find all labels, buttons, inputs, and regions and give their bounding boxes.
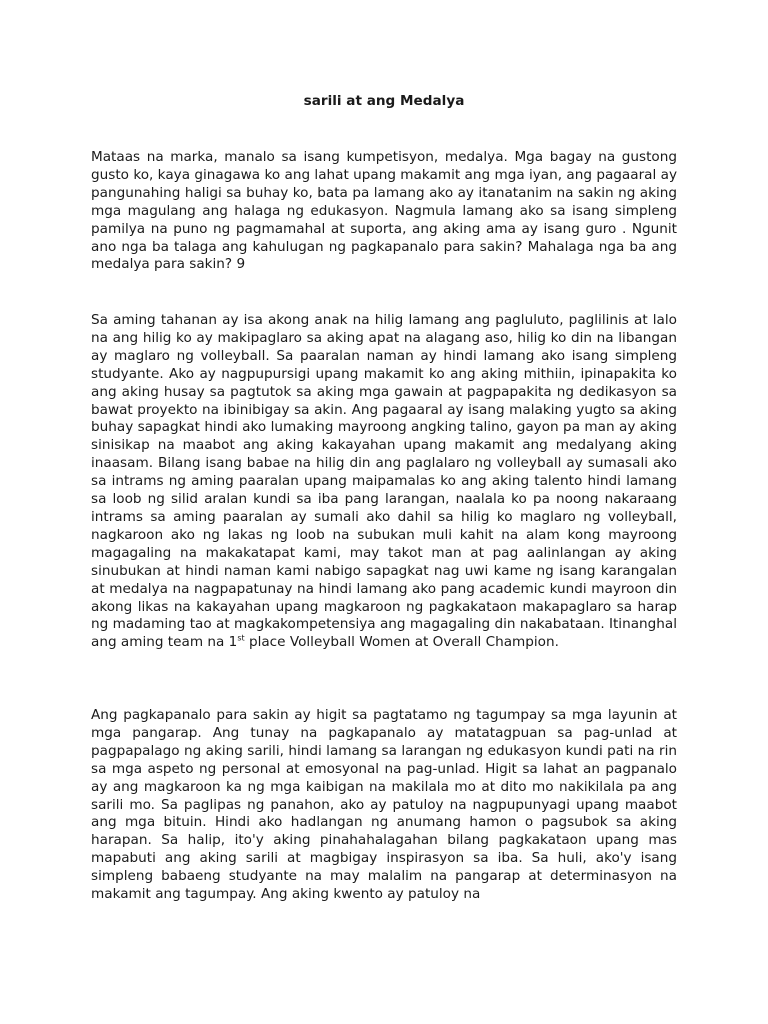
- paragraph-pagkapanalo: Ang pagkapanalo para sakin ay higit sa pagtatamo ng tagumpay sa mga layunin at mga pangarap. Ang tunay na pagkapanalo ay matatagpuan sa pag-unlad at pagpapalago ng aking sarili, hindi lamang sa larangan ng edukasyon kundi pati na rin sa mga aspeto ng personal at emosyonal na pag-unlad. Higit sa lahat an pagpanalo ay ang magkaroon ka ng mga kaibigan na makilala mo at dito mo nakikilala pa ang sarili mo. Sa paglipas ng panahon, ako ay patuloy na nagpupunyagi upang maabot ang mga bituin. Hindi ako hadlangan ng anumang hamon o pagsubok sa aking harapan. Sa halip, ito'y aking pinahahalagahan bilang pagkakataon upang mas mapabuti ang aking sarili at magbigay inspirasyon sa iba. Sa huli, ako'y isang simpleng babaeng studyante na may malalim na pangarap at determinasyon na makamit ang tagumpay. Ang aking kwento ay patuloy na: [91, 707, 677, 903]
- paragraph-tahanan-ending: place Volleyball Women at Overall Champion.: [244, 634, 559, 651]
- document-title: sarili at ang Medalya: [303, 93, 465, 109]
- ordinal-suffix: st: [237, 633, 245, 643]
- paragraph-intro: Mataas na marka, manalo sa isang kumpetisyon, medalya. Mga bagay na gustong gusto ko, kaya ginagawa ko ang lahat upang makamit ang mga iyan, ang pagaaral ay pangunahing haligi sa buhay ko, bata pa lamang ako ay itanatanim na sakin ng aking mga magulang ang halaga ng edukasyon. Nagmula lamang ako sa isang simpleng pamilya na puno ng pagmamahal at suporta, ang aking ama ay isang guro . Ngunit ano nga ba talaga ang kahulugan ng pagkapanalo para sakin? Mahalaga nga ba ang medalya para sakin? 9: [91, 149, 677, 273]
- paragraph-tahanan-text: Sa aming tahanan ay isa akong anak na hilig lamang ang pagluluto, paglilinis at lalo na ang hilig ko ay makipaglaro sa aking apat na alagang aso, hilig ko din na libangan ay maglaro ng volleyball. Sa paaralan naman ay hindi lamang ako isang simpleng studyante. Ako ay nagpupursigi upang makamit ko ang aking mithiin, ipinapakita ko ang aking husay sa pagtutok sa aking mga gawain at pagpapakita ng dedikasyon sa bawat proyekto na ibinibigay sa akin. Ang pagaaral ay isang malaking yugto sa aking buhay sapagkat hindi ako lumaking mayroong angking talino, gayon pa man ay aking sinisikap na maabot ang aking kakayahan upang makamit ang medalyang aking inaasam. Bilang isang babae na hilig din ang paglalaro ng volleyball ay sumasali ako sa intrams ng aming paaralan upang maipamalas ko ang aking talento hindi lamang sa loob ng silid aralan kundi sa iba pang larangan, naalala ko pa noong nakaraang intrams sa aming paaralan ay sumali ako dahil sa hilig ko maglaro ng volleyball, nagkaroon ako ng lakas ng loob na subukan muli kahit na alam kong mayroong magagaling na makakatapat kami, may takot man at pag aalinlangan ay aking sinubukan at hindi naman kami nabigo sapagkat nag uwi kame ng isang karangalan at medalya na nagpapatunay na hindi lamang ako pang academic kundi mayroon din akong likas na kakayahan upang magkaroon ng pagkakataon makapaglaro sa harap ng madaming tao at magkakompetensiya ang magagaling din nakabataan. Itinanghal ang aming team na 1: [91, 312, 677, 651]
- paragraph-tahanan: [91, 312, 677, 652]
